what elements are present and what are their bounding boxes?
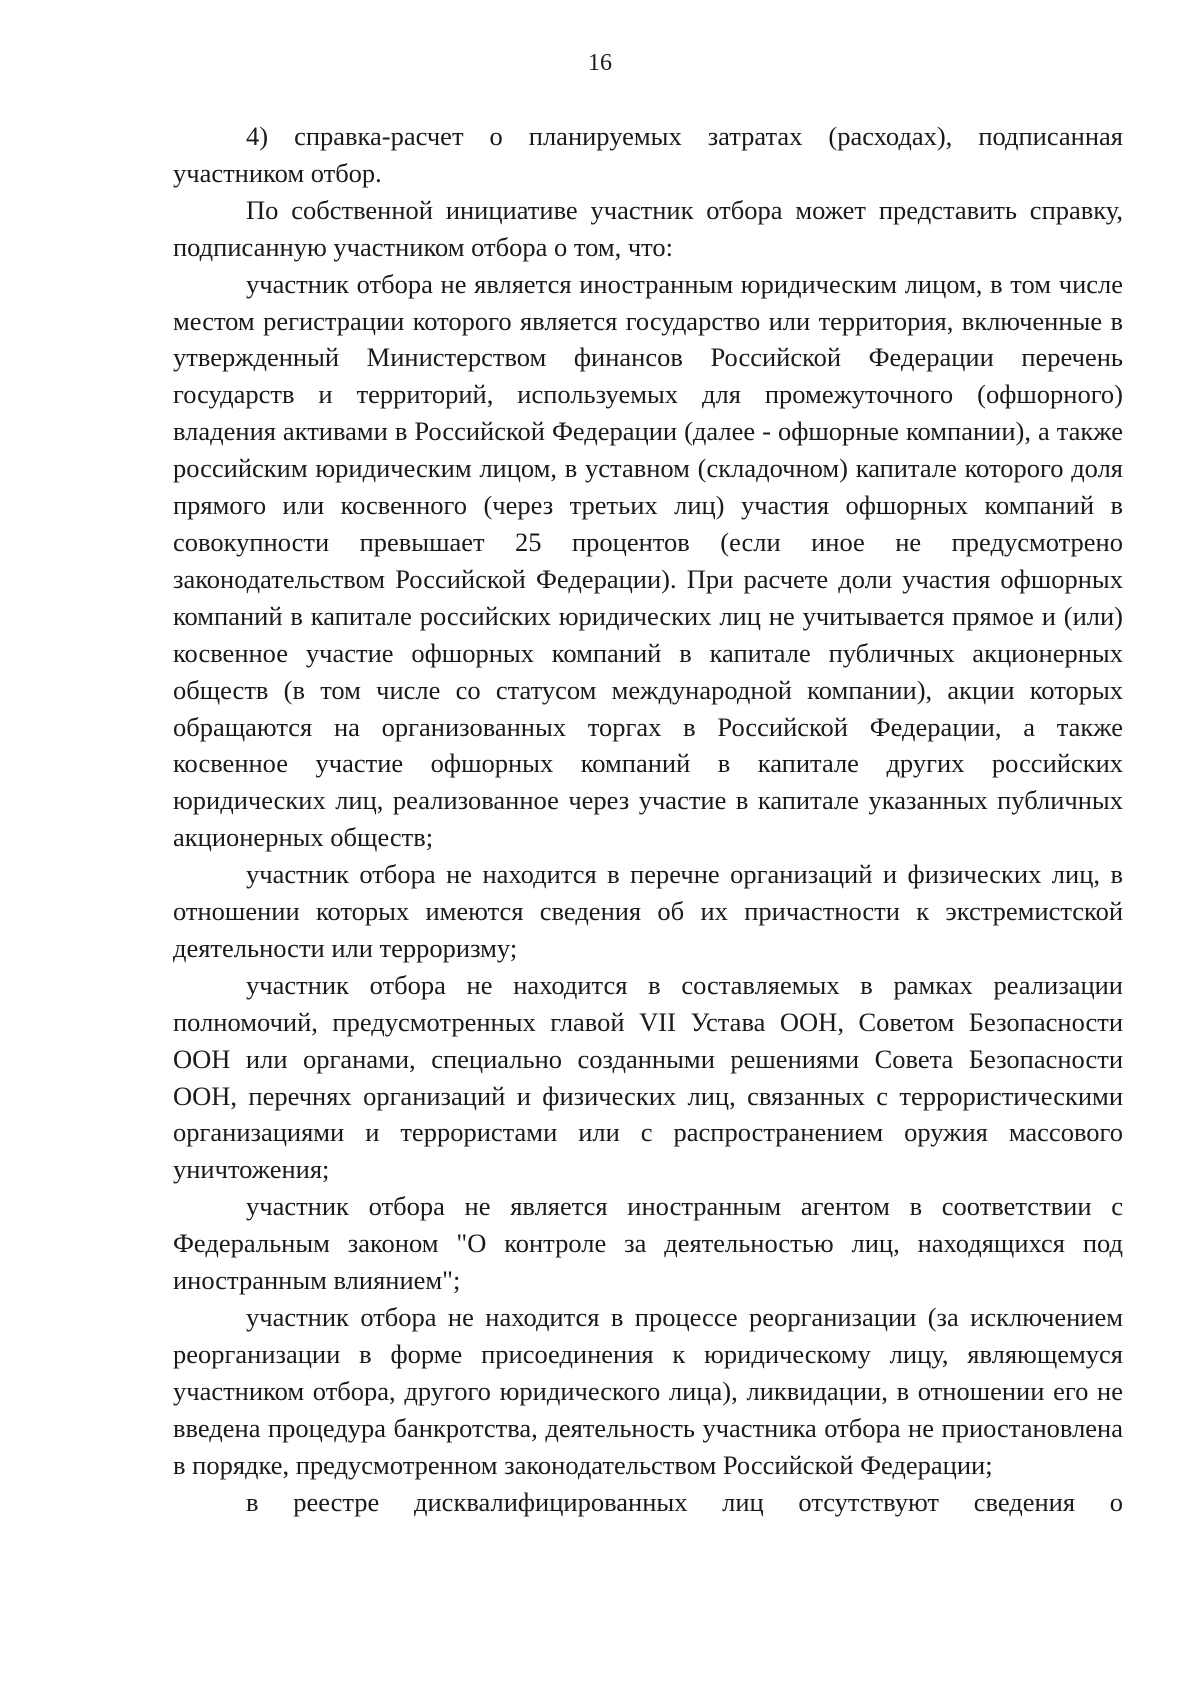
paragraph-estimate-certificate: 4) справка-расчет о планируемых затратах (расходах), подписанная участником отбор.: [173, 121, 1123, 188]
paragraph-not-foreign-entity: участник отбора не является иностранным юридическим лицом, в том числе местом регистрации которого является государство или территория, включенные в утвержденный Министерством финансов Российской Федерации перечень государств и территорий, используемых для промежуточного (офшорного) владения активами в Российской Федерации (далее - офшорные компании), а также российским юридическим лицом, в уставном (складочном) капитале которого доля прямого или косвенного (через третьих лиц) участия офшорных компаний в совокупности превышает 25 процентов (если иное не предусмотрено законодательством Российской Федерации). При расчете доли участия офшорных компаний в капитале российских юридических лиц не учитывается прямое и (или) косвенное участие офшорных компаний в капитале публичных акционерных обществ (в том числе со статусом международной компании), акции которых обращаются на организованных торгах в Российской Федерации, а также косвенное участие офшорных компаний в капитале других российских юридических лиц, реализованное через участие в капитале указанных публичных акционерных обществ;: [173, 268, 1123, 853]
paragraph-disqualified-registry: в реестре дисквалифицированных лиц отсутствуют сведения о: [246, 1486, 1123, 1517]
paragraph-not-in-reorganization: участник отбора не находится в процессе реорганизации (за исключением реорганизации в форме присоединения к юридическому лицу, являющемуся участником отбора, другого юридического лица), ликвидации, в отношении его не введена процедура банкротства, деятельность участника отбора не приостановлена в порядке, предусмотренном законодательством Российской Федерации;: [173, 1302, 1123, 1480]
paragraph-own-initiative: По собственной инициативе участник отбора может представить справку, подписанную участником отбора о том, что:: [173, 194, 1123, 262]
page-number: 16: [588, 50, 612, 76]
paragraph-not-un-sanctions-list: участник отбора не находится в составляемых в рамках реализации полномочий, предусмотренных главой VII Устава ООН, Советом Безопасности ООН или органами, специально созданными решениями Совета Безопасности ООН, перечнях организаций и физических лиц, связанных с террористическими организациями и террористами или с распространением оружия массового уничтожения;: [173, 969, 1123, 1185]
paragraph-not-extremism-list: участник отбора не находится в перечне организаций и физических лиц, в отношении которых имеются сведения об их причастности к экстремистской деятельности или терроризму;: [173, 859, 1123, 963]
document-body: [173, 118, 1123, 1520]
paragraph-not-foreign-agent: участник отбора не является иностранным агентом в соответствии с Федеральным законом "О контроле за деятельностью лиц, находящихся под иностранным влиянием";: [173, 1191, 1123, 1296]
